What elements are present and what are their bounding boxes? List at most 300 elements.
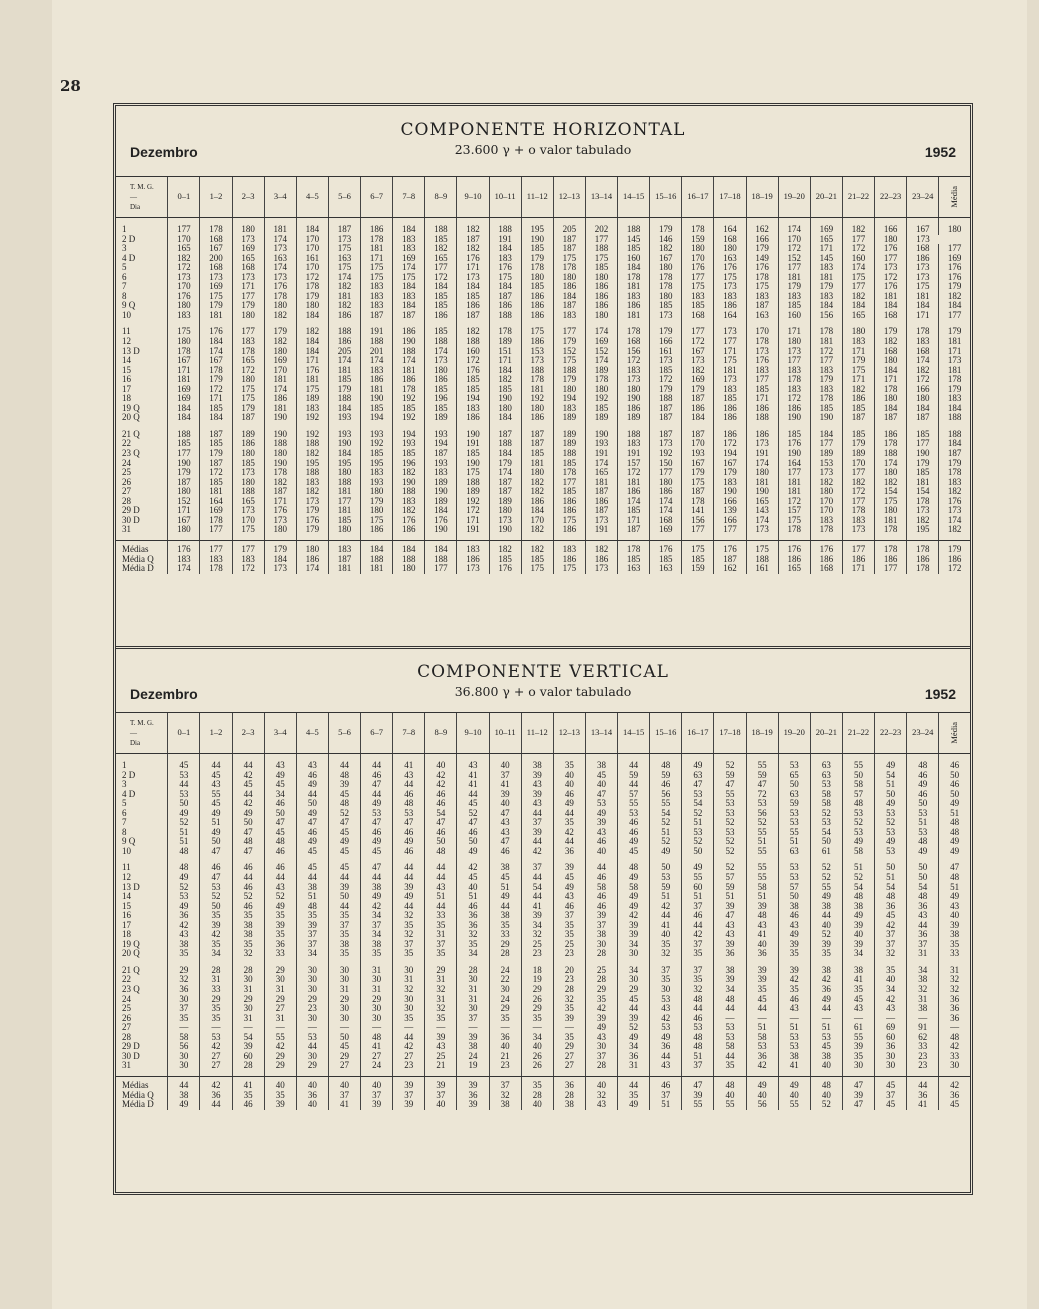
value-cell: 166: [746, 235, 778, 245]
tmg-dia-label: [122, 718, 167, 748]
value-cell: 23: [489, 1061, 521, 1071]
value-cell: 185: [457, 449, 489, 459]
value-cell: 183: [842, 337, 874, 347]
value-cell: 55: [682, 873, 714, 883]
value-cell: 163: [264, 254, 296, 264]
value-cell: 182: [457, 244, 489, 254]
value-cell: 185: [232, 459, 264, 469]
value-cell: 175: [328, 244, 360, 254]
value-cell: 178: [650, 282, 682, 292]
spacer-cell: [875, 856, 907, 863]
value-cell: 171: [457, 516, 489, 526]
value-cell: 50: [296, 799, 328, 809]
row-label: 30 D: [122, 515, 140, 525]
value-cell: 181: [618, 311, 650, 321]
value-cell: 25: [521, 940, 553, 950]
value-cell: 47: [200, 873, 232, 883]
value-cell: 49: [361, 799, 393, 809]
value-cell: 188: [296, 439, 328, 449]
value-cell: 179: [650, 385, 682, 395]
row-label: 23 Q: [122, 985, 140, 995]
value-cell: 200: [200, 254, 232, 264]
value-cell: 185: [650, 301, 682, 311]
value-cell: 173: [875, 263, 907, 273]
value-cell: 40: [425, 1100, 457, 1110]
value-cell: 175: [553, 254, 585, 264]
value-cell: 30: [842, 1061, 874, 1071]
value-cell: 181: [328, 564, 360, 574]
value-cell: 173: [650, 356, 682, 366]
row-label: 16: [122, 911, 131, 921]
value-cell: 63: [778, 847, 810, 857]
day-row: [116, 282, 970, 292]
value-cell: 172: [682, 337, 714, 347]
value-cell: 50: [232, 818, 264, 828]
value-cell: 29: [489, 1004, 521, 1014]
value-cell: 52: [875, 818, 907, 828]
value-cell: 183: [907, 337, 939, 347]
value-cell: 46: [232, 883, 264, 893]
day-row: [116, 1061, 970, 1071]
value-cell: 185: [328, 375, 360, 385]
value-cell: 57: [714, 873, 746, 883]
value-cell: 178: [875, 545, 907, 555]
value-cell: 40: [585, 847, 617, 857]
value-cell: 29: [296, 995, 328, 1005]
value-cell: 49: [168, 873, 200, 883]
day-row: [116, 847, 970, 857]
value-cell: 48: [714, 995, 746, 1005]
value-cell: 187: [168, 478, 200, 488]
row-label: 8: [122, 291, 127, 301]
value-cell: 179: [746, 244, 778, 254]
value-cell: 188: [489, 225, 521, 235]
value-cell: 50: [778, 780, 810, 790]
value-cell: 45: [264, 780, 296, 790]
spacer-cell: [521, 218, 553, 226]
value-cell: 53: [361, 809, 393, 819]
value-cell: 46: [361, 771, 393, 781]
value-cell: 53: [714, 809, 746, 819]
value-cell: 182: [521, 478, 553, 488]
value-cell: 190: [746, 487, 778, 497]
value-cell: 53: [168, 892, 200, 902]
value-cell: 151: [489, 347, 521, 357]
value-cell: 52: [682, 809, 714, 819]
value-cell: 173: [746, 525, 778, 535]
value-cell: 176: [875, 244, 907, 254]
value-cell: 169: [810, 225, 842, 235]
row-label: 15: [122, 901, 131, 911]
hour-column-header: 6–7: [361, 177, 393, 218]
value-cell: 31: [361, 966, 393, 976]
spacer-cell: [714, 218, 746, 226]
value-cell: 181: [328, 366, 360, 376]
value-cell: 30: [232, 975, 264, 985]
value-cell: 42: [618, 911, 650, 921]
value-cell: 53: [842, 828, 874, 838]
value-cell: 39: [842, 940, 874, 950]
day-row: [116, 799, 970, 809]
value-cell: 185: [778, 301, 810, 311]
spacer-cell: [746, 959, 778, 966]
spacer-cell: [200, 856, 232, 863]
value-cell: 49: [393, 892, 425, 902]
value-cell: 185: [618, 555, 650, 565]
value-cell: 32: [168, 975, 200, 985]
value-cell: 182: [296, 449, 328, 459]
value-cell: 169: [393, 254, 425, 264]
value-cell: 26: [521, 1061, 553, 1071]
value-cell: 176: [264, 506, 296, 516]
value-cell: 29: [328, 1052, 360, 1062]
spacer-cell: [521, 754, 553, 762]
spacer-cell: [489, 856, 521, 863]
value-cell: 47: [682, 1081, 714, 1091]
row-label: 19 Q: [122, 939, 140, 949]
value-cell: 29: [489, 940, 521, 950]
value-cell: 53: [875, 809, 907, 819]
value-cell: 187: [650, 404, 682, 414]
value-cell: 53: [714, 828, 746, 838]
value-cell: 46: [232, 1100, 264, 1110]
value-cell: 45: [168, 761, 200, 771]
value-cell: 29: [232, 995, 264, 1005]
value-cell: 170: [746, 327, 778, 337]
spacer-cell: [746, 754, 778, 762]
value-cell: 37: [650, 966, 682, 976]
value-cell: 46: [296, 771, 328, 781]
value-cell: 31: [264, 1014, 296, 1024]
value-cell: 184: [618, 263, 650, 273]
hour-column-header: 2–3: [232, 713, 264, 754]
value-cell: 32: [939, 985, 970, 995]
value-cell: 188: [457, 478, 489, 488]
value-cell: 55: [746, 873, 778, 883]
value-cell: —: [553, 1023, 585, 1033]
value-cell: 47: [842, 1081, 874, 1091]
value-cell: 29: [264, 995, 296, 1005]
value-cell: 186: [585, 497, 617, 507]
value-cell: 44: [650, 1052, 682, 1062]
value-cell: 175: [489, 273, 521, 283]
value-cell: 175: [714, 356, 746, 366]
value-cell: 160: [457, 347, 489, 357]
value-cell: 65: [778, 771, 810, 781]
value-cell: 186: [553, 497, 585, 507]
value-cell: 174: [746, 516, 778, 526]
value-cell: 173: [585, 564, 617, 574]
value-cell: 31: [939, 966, 970, 976]
value-cell: 186: [296, 555, 328, 565]
value-cell: 183: [746, 366, 778, 376]
day-row: [116, 921, 970, 931]
value-cell: 181: [521, 459, 553, 469]
value-cell: 178: [778, 375, 810, 385]
value-cell: 185: [328, 516, 360, 526]
value-cell: 50: [168, 799, 200, 809]
value-cell: 185: [361, 404, 393, 414]
value-cell: 38: [907, 975, 939, 985]
value-cell: 160: [842, 254, 874, 264]
spacer-cell: [939, 218, 970, 226]
day-row: [116, 301, 970, 311]
value-cell: 37: [361, 921, 393, 931]
value-cell: 177: [842, 497, 874, 507]
value-cell: 194: [393, 430, 425, 440]
value-cell: 39: [778, 940, 810, 950]
value-cell: 46: [650, 780, 682, 790]
value-cell: 173: [842, 525, 874, 535]
value-cell: 21: [489, 1052, 521, 1062]
value-cell: 53: [168, 790, 200, 800]
value-cell: 168: [875, 347, 907, 357]
value-cell: 173: [264, 244, 296, 254]
row-label: Médias: [122, 1080, 149, 1090]
value-cell: 178: [200, 225, 232, 235]
value-cell: 46: [585, 873, 617, 883]
value-cell: 45: [264, 828, 296, 838]
value-cell: 182: [489, 375, 521, 385]
value-cell: 28: [489, 949, 521, 959]
value-cell: 182: [875, 337, 907, 347]
spacer-cell: [650, 218, 682, 226]
value-cell: 44: [907, 921, 939, 931]
value-cell: 166: [714, 497, 746, 507]
value-cell: 36: [650, 1042, 682, 1052]
value-cell: 180: [264, 347, 296, 357]
spacer-cell: [618, 423, 650, 430]
spacer-cell: [200, 423, 232, 430]
value-cell: 180: [232, 449, 264, 459]
value-cell: 43: [842, 1004, 874, 1014]
value-cell: 159: [682, 235, 714, 245]
value-cell: 180: [361, 506, 393, 516]
value-cell: 46: [361, 828, 393, 838]
spacer-cell: [810, 856, 842, 863]
value-cell: 179: [939, 545, 970, 555]
value-cell: 176: [393, 516, 425, 526]
value-cell: 153: [521, 347, 553, 357]
value-cell: 195: [328, 459, 360, 469]
value-cell: 37: [585, 921, 617, 931]
value-cell: 48: [682, 1042, 714, 1052]
value-cell: 42: [875, 921, 907, 931]
value-cell: 35: [650, 975, 682, 985]
value-cell: 181: [907, 478, 939, 488]
value-cell: 46: [232, 863, 264, 873]
value-cell: 173: [168, 273, 200, 283]
day-row: [116, 439, 970, 449]
value-cell: 40: [553, 771, 585, 781]
value-cell: 185: [393, 449, 425, 459]
value-cell: 186: [521, 497, 553, 507]
value-cell: 187: [425, 449, 457, 459]
value-cell: 28: [585, 1061, 617, 1071]
value-cell: 188: [393, 347, 425, 357]
value-cell: 195: [907, 525, 939, 535]
value-cell: 181: [328, 292, 360, 302]
value-cell: 58: [746, 1033, 778, 1043]
value-cell: 45: [328, 790, 360, 800]
spacer-cell: [521, 856, 553, 863]
value-cell: 180: [650, 292, 682, 302]
value-cell: 35: [232, 940, 264, 950]
value-cell: 43: [585, 828, 617, 838]
value-cell: 41: [842, 975, 874, 985]
spacer-cell: [457, 959, 489, 966]
value-cell: 167: [907, 225, 939, 235]
row-label: 3: [122, 780, 127, 790]
value-cell: 163: [650, 564, 682, 574]
value-cell: 47: [328, 818, 360, 828]
value-cell: 54: [232, 1033, 264, 1043]
value-cell: 184: [489, 244, 521, 254]
value-cell: 42: [425, 771, 457, 781]
value-cell: 53: [714, 1033, 746, 1043]
value-cell: 38: [361, 883, 393, 893]
row-label: 17: [122, 920, 131, 930]
value-cell: 152: [778, 254, 810, 264]
value-cell: 50: [200, 902, 232, 912]
value-cell: 174: [393, 263, 425, 273]
value-cell: 48: [907, 837, 939, 847]
value-cell: 183: [296, 404, 328, 414]
value-cell: 188: [939, 430, 970, 440]
value-cell: 187: [200, 430, 232, 440]
value-cell: 185: [521, 555, 553, 565]
value-cell: 163: [328, 254, 360, 264]
value-cell: 185: [393, 404, 425, 414]
value-cell: 46: [425, 799, 457, 809]
value-cell: 192: [393, 394, 425, 404]
value-cell: 173: [232, 506, 264, 516]
value-cell: 45: [296, 847, 328, 857]
value-cell: 173: [714, 282, 746, 292]
value-cell: 46: [489, 847, 521, 857]
value-cell: 23: [521, 949, 553, 959]
value-cell: 176: [296, 516, 328, 526]
value-cell: 193: [328, 430, 360, 440]
value-cell: 186: [328, 337, 360, 347]
spacer-cell: [714, 754, 746, 762]
value-cell: 190: [489, 394, 521, 404]
value-cell: 186: [746, 404, 778, 414]
value-cell: 187: [361, 311, 393, 321]
value-cell: 42: [168, 921, 200, 931]
value-cell: 187: [553, 244, 585, 254]
value-cell: 38: [489, 911, 521, 921]
hour-column-header: 0–1: [168, 713, 200, 754]
value-cell: 42: [682, 930, 714, 940]
value-cell: 52: [168, 818, 200, 828]
spacer-cell: [200, 320, 232, 327]
value-cell: 38: [521, 761, 553, 771]
value-cell: 178: [875, 525, 907, 535]
value-cell: 49: [875, 799, 907, 809]
value-cell: 177: [200, 525, 232, 535]
value-cell: 30: [939, 1061, 970, 1071]
spacer-cell: [361, 218, 393, 226]
value-cell: 189: [232, 430, 264, 440]
value-cell: 49: [907, 847, 939, 857]
value-cell: 179: [842, 439, 874, 449]
value-cell: 43: [585, 1033, 617, 1043]
value-cell: 48: [682, 995, 714, 1005]
value-cell: 153: [810, 459, 842, 469]
spacer-cell: [778, 754, 810, 762]
value-cell: 205: [328, 347, 360, 357]
value-cell: 30: [457, 1004, 489, 1014]
spacer-cell: [232, 218, 264, 226]
value-cell: 36: [618, 1052, 650, 1062]
value-cell: 173: [232, 468, 264, 478]
value-cell: 177: [810, 356, 842, 366]
value-cell: 181: [875, 516, 907, 526]
mean-row: [116, 564, 970, 574]
value-cell: 184: [328, 404, 360, 414]
value-cell: 45: [232, 780, 264, 790]
value-cell: 171: [842, 347, 874, 357]
value-cell: 47: [361, 780, 393, 790]
value-cell: 39: [393, 1081, 425, 1091]
value-cell: 157: [618, 459, 650, 469]
spacer-cell: [650, 856, 682, 863]
value-cell: 173: [585, 516, 617, 526]
value-cell: 39: [618, 921, 650, 931]
value-cell: 195: [296, 459, 328, 469]
value-cell: 184: [393, 225, 425, 235]
spacer-cell: [907, 320, 939, 327]
value-cell: 186: [810, 555, 842, 565]
value-cell: 47: [585, 790, 617, 800]
value-cell: 38: [585, 930, 617, 940]
spacer-cell: [361, 423, 393, 430]
value-cell: 179: [682, 385, 714, 395]
value-cell: 28: [457, 966, 489, 976]
value-cell: 184: [264, 555, 296, 565]
hour-column-header: 0–1: [168, 177, 200, 218]
value-cell: 171: [778, 327, 810, 337]
value-cell: 28: [200, 966, 232, 976]
spacer-cell: [328, 320, 360, 327]
value-cell: 39: [457, 1033, 489, 1043]
value-cell: 44: [393, 873, 425, 883]
value-cell: 35: [393, 921, 425, 931]
value-cell: 48: [842, 892, 874, 902]
value-cell: 53: [746, 799, 778, 809]
row-label: 1: [122, 761, 127, 770]
spacer-cell: [489, 959, 521, 966]
value-cell: 175: [553, 564, 585, 574]
value-cell: 173: [232, 273, 264, 283]
value-cell: 205: [553, 225, 585, 235]
value-cell: 35: [618, 1091, 650, 1101]
value-cell: 53: [778, 818, 810, 828]
value-cell: 165: [232, 254, 264, 264]
value-cell: 177: [232, 292, 264, 302]
value-cell: 186: [393, 375, 425, 385]
spacer-cell: [875, 423, 907, 430]
value-cell: 40: [489, 799, 521, 809]
value-cell: 44: [361, 761, 393, 771]
value-cell: 179: [264, 327, 296, 337]
value-cell: 39: [521, 828, 553, 838]
value-cell: 185: [425, 404, 457, 414]
value-cell: 43: [907, 911, 939, 921]
value-cell: 183: [232, 337, 264, 347]
value-cell: 184: [457, 282, 489, 292]
